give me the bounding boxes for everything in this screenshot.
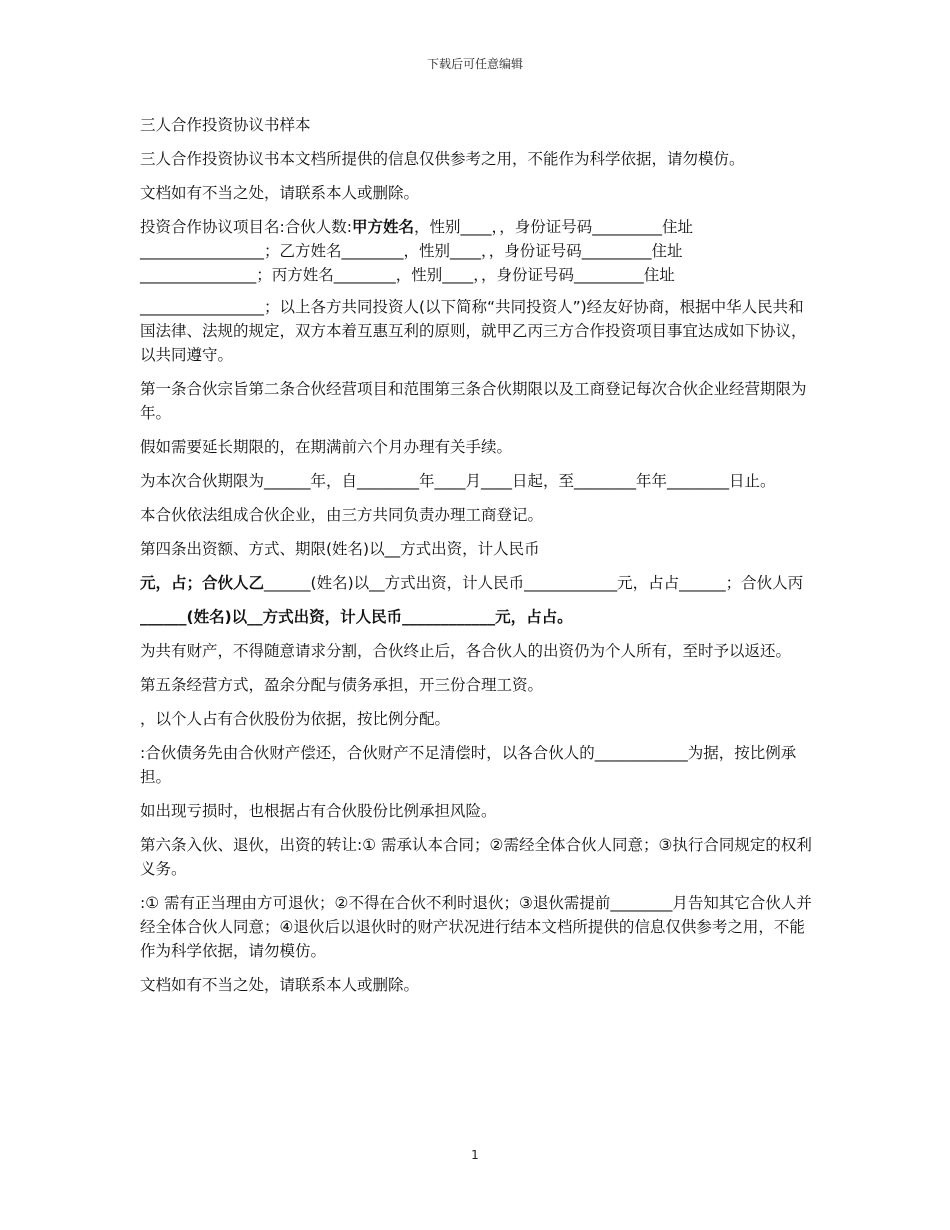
paragraph: 假如需要延长期限的，在期满前六个月办理有关手续。	[140, 438, 513, 456]
page-number: 1	[471, 1148, 479, 1162]
paragraph: 三人合作投资协议书本文档所提供的信息仅供参考之用，不能作为科学依据，请勿模仿。	[140, 150, 745, 168]
paragraph-partner-c	[140, 605, 812, 629]
paragraph: 如出现亏损时，也根据占有合伙股份比例承担风险。	[140, 802, 497, 820]
page-header: 下载后可任意编辑	[426, 57, 523, 71]
paragraph: 本合伙依法组成合伙企业，由三方共同负责办理工商登记。	[140, 506, 544, 524]
paragraph-partner-b	[140, 571, 812, 595]
paragraph: 第一条合伙宗旨第二条合伙经营项目和范围第三条合伙期限以及工商登记每次合伙企业经营期限为年。	[140, 380, 807, 422]
paragraph: 文档如有不当之处，请联系本人或删除。	[140, 976, 420, 994]
paragraph: :合伙债务先由合伙财产偿还，合伙财产不足清偿时，以各合伙人的____________为据，按比例承担。	[140, 744, 797, 786]
paragraph: 第四条出资额、方式、期限(姓名)以__方式出资，计人民币	[140, 540, 540, 558]
paragraph: 为共有财产，不得随意请求分割，合伙终止后，各合伙人的出资仍为个人所有，至时予以返还。	[140, 642, 792, 660]
partner-b-text: ______(姓名)以__方式出资，计人民币____________元，占占______；合伙人丙	[264, 574, 804, 592]
parties-intro: 投资合作协议项目名:合伙人数:	[140, 218, 352, 236]
paragraph: 第五条经营方式，盈余分配与债务承担，开三份合理工资。	[140, 676, 544, 694]
partner-b-bold-text: 元，占；合伙人乙	[140, 574, 265, 592]
paragraph: 文档如有不当之处，请联系本人或删除。	[140, 184, 420, 202]
paragraph: :① 需有正当理由方可退伙；②不得在合伙不利时退伙；③退伙需提前________月告知其它合伙人并经全体合伙人同意；④退伙后以退伙时的财产状况进行结本文档所提供的信息仅供参考之用，不能作为科学依据，请勿模仿。	[140, 894, 812, 960]
partner-c-bold-text: ______(姓名)以__方式出资，计人民币____________元，占占。	[140, 608, 573, 626]
paragraph: 第六条入伙、退伙，出资的转让:① 需承认本合同；②需经全体合伙人同意；③执行合同规定的权利义务。	[140, 836, 812, 878]
paragraph: ，以个人占有合伙股份为依据，按比例分配。	[140, 710, 451, 728]
party-a-name-label: 甲方姓名	[351, 218, 414, 236]
paragraph-parties	[140, 215, 812, 287]
parties-details: ，性别____，，身份证号码_________住址________________；乙方姓名________，性别____，，身份证号码_________住址_______________；丙方姓名________，性别____，，身份证号码_________住址	[140, 218, 693, 284]
document-body	[140, 113, 812, 1007]
document-title: 三人合作投资协议书样本	[140, 116, 311, 134]
paragraph: 为本次合伙期限为______年，自________年____月____日起，至________年年________日止。	[140, 472, 776, 490]
paragraph: ________________；以上各方共同投资人(以下简称“共同投资人”)经友好协商，根据中华人民共和国法律、法规的规定，双方本着互惠互利的原则，就甲乙丙三方合作投资项目事宜达成如下协议，以共同遵守。	[140, 298, 807, 364]
